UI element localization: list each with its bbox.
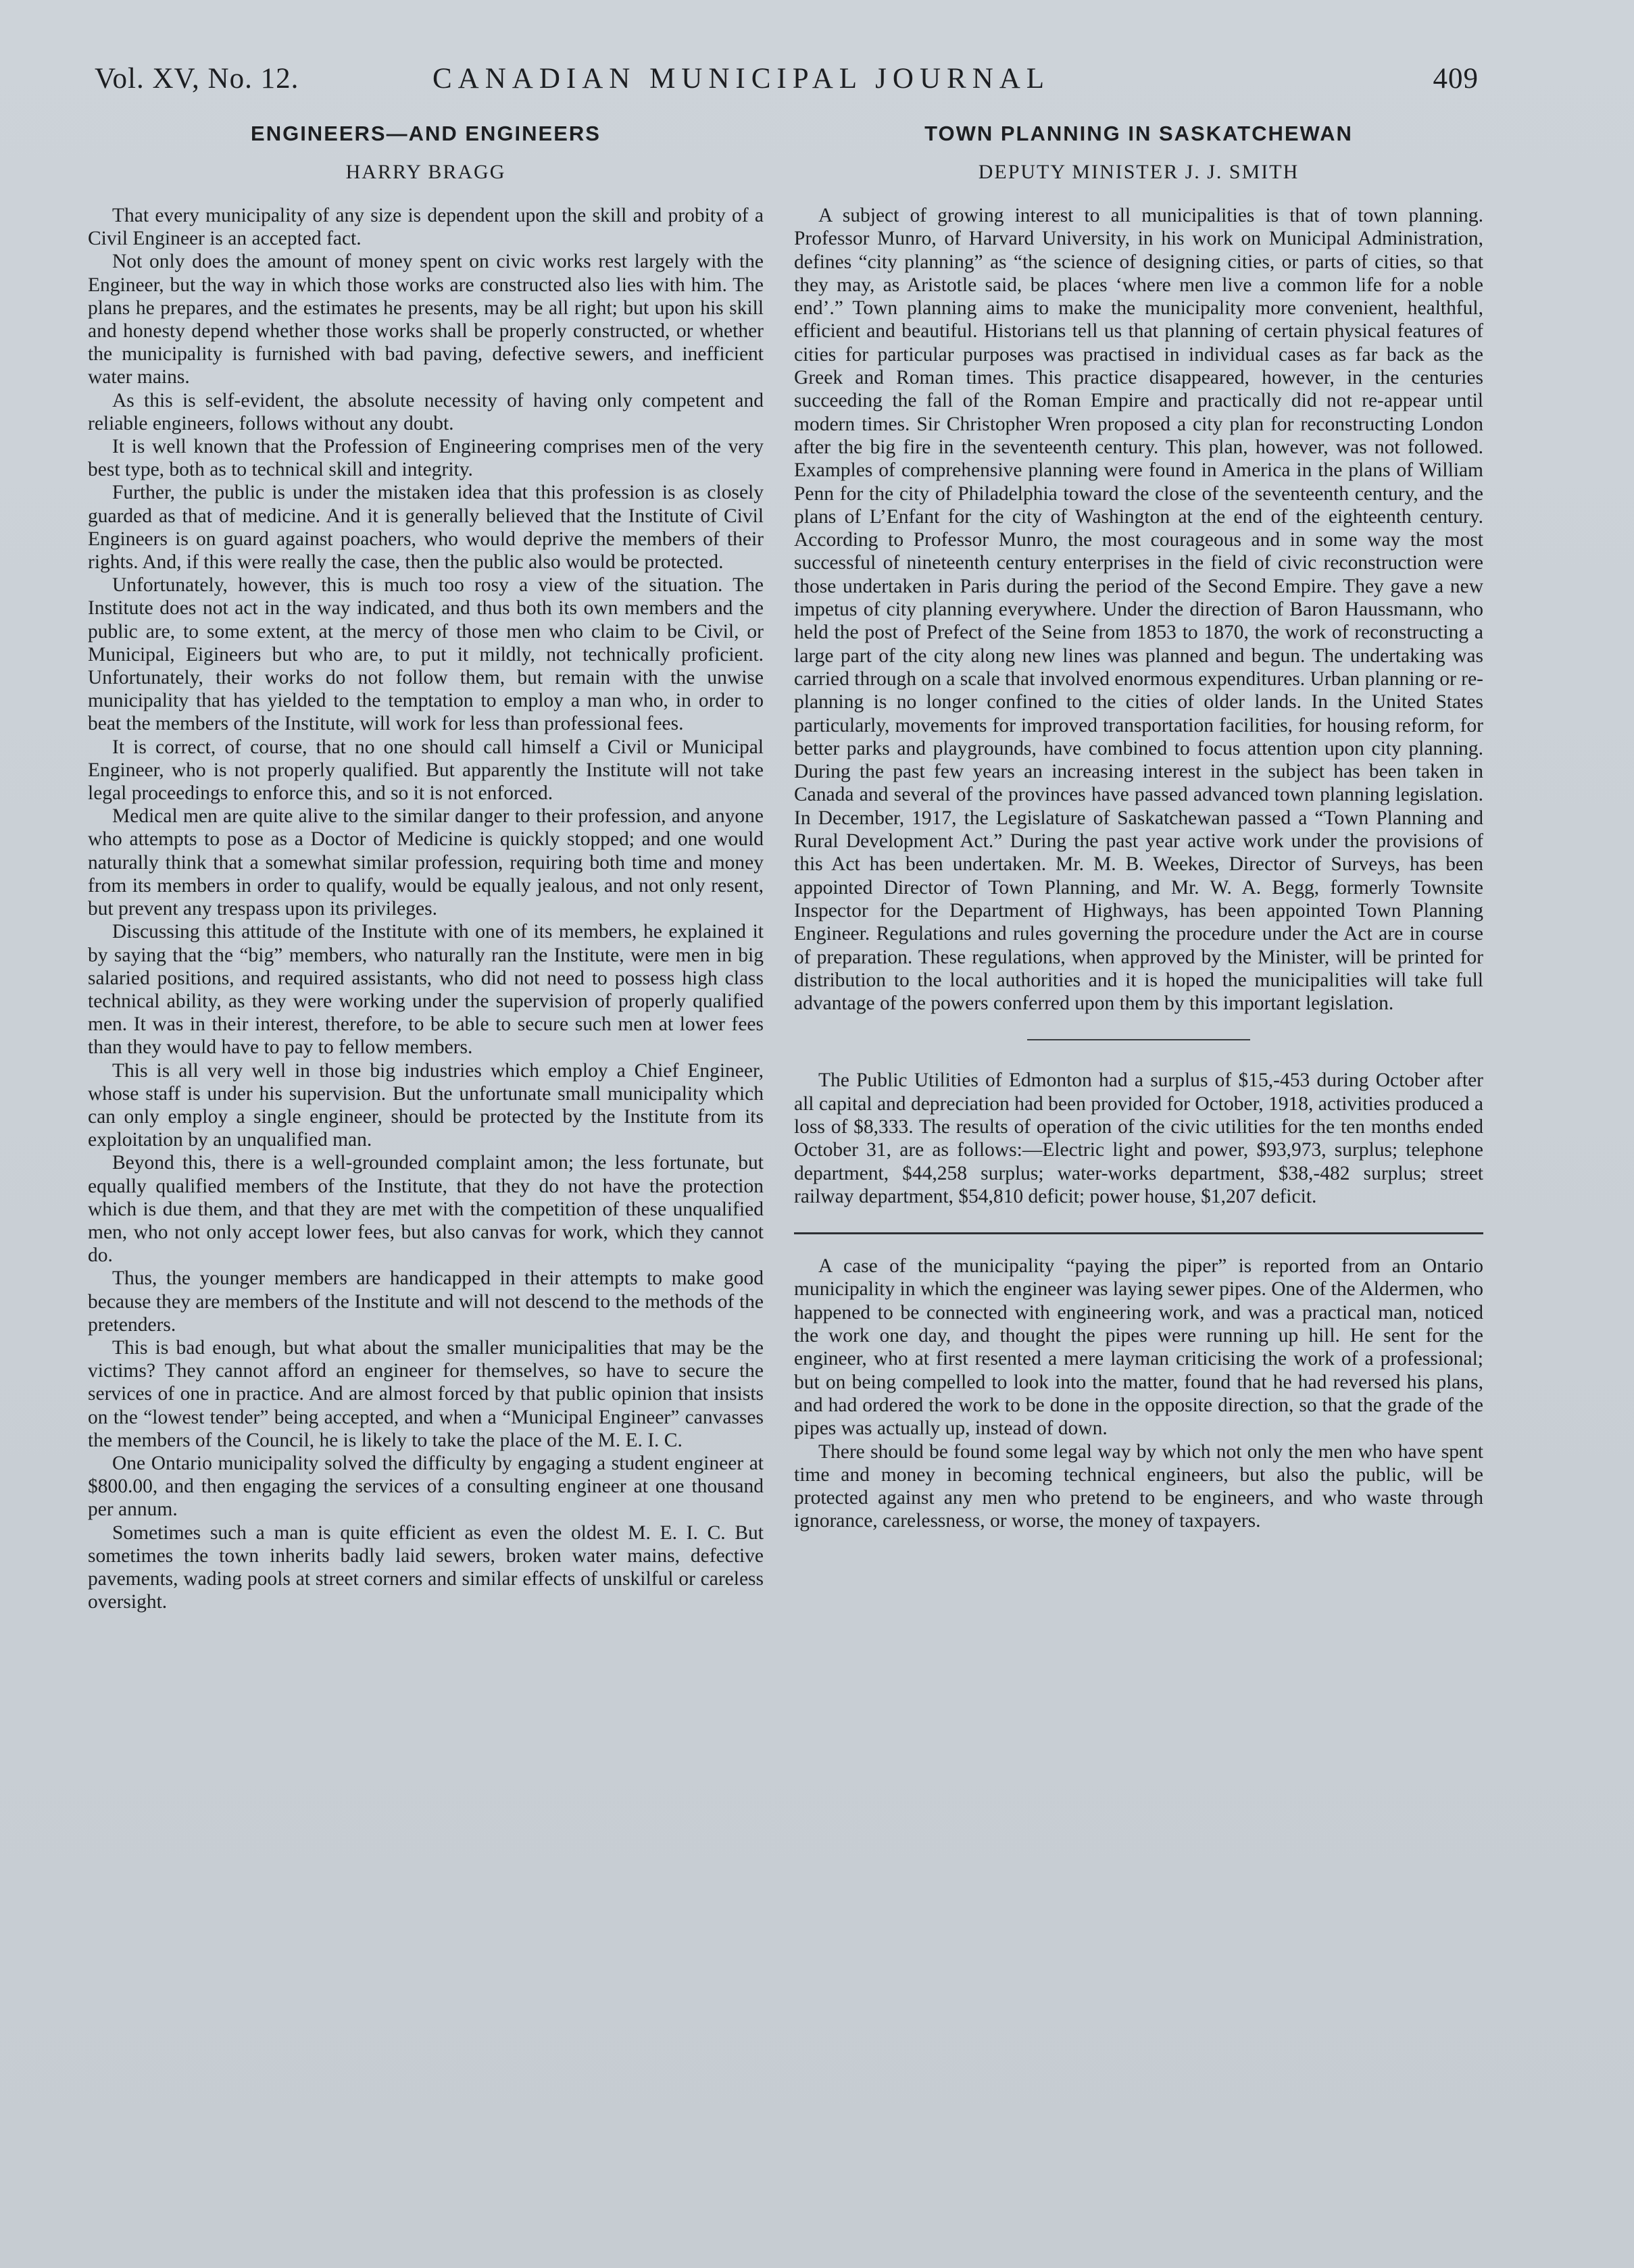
article-paragraph: Discussing this attitude of the Institute with one of its members, he explained it by saying that the “big” members, who naturally ran the Institute, were men in big salaried positions, and required assistants, who did not need to possess high class technical ability, as they were working under the supervision of properly qualified men. It was in their interest, therefore, to be able to secure such men at lower fees than they would have to pay to fellow members. — [88, 921, 764, 1059]
article-paragraph: Beyond this, there is a well-grounded complaint amon; the less fortunate, but equally qualified members of the Institute, that they do not have the protection which is due them, and that they are met with the competition of these unqualified men, who not only accept lower fees, but also canvas for work, which they cannot do. — [88, 1152, 764, 1267]
article-paragraph: Sometimes such a man is quite efficient as even the oldest M. E. I. C. But sometimes the town inherits badly laid sewers, broken water mains, defective pavements, wading pools at street corners and similar effects of unskilful or careless oversight. — [88, 1521, 764, 1613]
edmonton-utilities-note: The Public Utilities of Edmonton had a surplus of $15,-453 during October after all capital and depreciation had been provided for October, 1918, activities produced a loss of $8,333. The results of operation of the civic utilities for the ten months ended October 31, are as follows:—Electric light and power, $93,973, surplus; telephone department, $44,258 surplus; water-works department, $38,-482 surplus; street railway department, $54,810 deficit; power house, $1,207 deficit. — [794, 1069, 1483, 1207]
article-paragraph: Thus, the younger members are handicapped in their attempts to make good because they are members of the Institute and will not descend to the methods of the pretenders. — [88, 1267, 764, 1336]
article-paragraph: This is bad enough, but what about the smaller municipalities that may be the victims? They cannot afford an engineer for themselves, so have to secure the services of one in practice. And are almost forced by that public opinion that insists on the “lowest tender” being accepted, and when a “Municipal Engineer” canvasses the members of the Council, he is likely to take the place of the M. E. I. C. — [88, 1336, 764, 1451]
article-paragraph: That every municipality of any size is dependent upon the skill and probity of a Civil Engineer is an accepted fact. — [88, 205, 764, 250]
article-title-engineers: ENGINEERS—AND ENGINEERS — [251, 122, 601, 145]
article-paragraph: Further, the public is under the mistaken idea that this profession is as closely guarded as that of medicine. And it is generally believed that the Institute of Civil Engineers is on guard against poachers, who would deprive the members of their rights. And, if this were really the case, then the public also would be protected. — [88, 482, 764, 574]
running-head — [95, 62, 1479, 103]
article-title-town-planning: TOWN PLANNING IN SASKATCHEWAN — [924, 122, 1353, 145]
section-divider — [794, 1232, 1483, 1234]
volume-number: Vol. XV, No. 12. — [95, 63, 299, 95]
piper-note-paragraph: A case of the municipality “paying the piper” is reported from an Ontario municipality in which the engineer was laying sewer pipes. One of the Aldermen, who happened to be connected with engineering work, and was a practical man, noticed the work one day, and thought the pipes were running up hill. He sent for the engineer, who at first resented a mere layman criticising the work of a professional; but on being compelled to look into the matter, found that he had reversed his plans, and had ordered the work to be done in the opposite direction, so that the grade of the pipes was actually up, instead of down. — [794, 1255, 1483, 1440]
article-paragraph: Not only does the amount of money spent on civic works rest largely with the Engineer, but the way in which those works are constructed also lies with him. The plans he prepares, and the estimates he presents, may be all right; but upon his skill and honesty depend whether those works shall be properly constructed, or whether the municipality is furnished with bad paving, defective sewers, and inefficient water mains. — [88, 251, 764, 388]
article-paragraph: As this is self-evident, the absolute necessity of having only competent and reliable engineers, follows without any doubt. — [88, 389, 764, 434]
article-paragraph: Medical men are quite alive to the similar danger to their profession, and anyone who attempts to pose as a Doctor of Medicine is quickly stopped; and one would naturally think that a somewhat similar profession, requiring both time and money from its members in order to qualify, would be equally jealous, and not only resent, but prevent any trespass upon its privileges. — [88, 805, 764, 920]
article-paragraph: A subject of growing interest to all municipalities is that of town planning. Professor Munro, of Harvard University, in his work on Municipal Administration, defines “city planning” as “the science of designing cities, or parts of cities, so that they may, as Aristotle said, be places ‘where men live a common life for a noble end’.” Town planning aims to make the municipality more convenient, healthful, efficient and beautiful. Historians tell us that planning of certain physical features of cities for particular purposes was practised in individual cases as far back as the Greek and Roman times. This practice disappeared, however, in the centuries succeeding the fall of the Roman Empire and practically did not re-appear until modern times. Sir Christopher Wren proposed a city plan for reconstructing London after the big fire in the seventeenth century. This plan, however, was not followed. Examples of comprehensive planning were found in America in the plans of William Penn for the city of Philadelphia toward the close of the seventeenth century, and the plans of L’Enfant for the city of Washington at the end of the eighteenth century. According to Professor Munro, the most courageous and in some way the most successful of nineteenth century enterprises in the field of civic reconstruction were those undertaken in Paris during the period of the Second Empire. They gave a new impetus of city planning everywhere. Under the direction of Baron Haussmann, who held the post of Prefect of the Seine from 1853 to 1870, the work of reconstructing a large part of the city along new lines was planned and begun. The undertaking was carried through on a scale that involved enormous expenditures. Urban planning or re-planning is no longer confined to the cities of older lands. In the United States particularly, movements for improved transportation facilities, for housing reform, for better parks and playgrounds, have combined to focus attention upon city planning. During the past few years an increasing interest in the subject has been taken in Canada and several of the provinces have passed advanced town planning legislation. In December, 1917, the Legislature of Saskatchewan passed a “Town Planning and Rural Development Act.” During the past year active work under the provisions of this Act has been undertaken. Mr. M. B. Weekes, Director of Surveys, has been appointed Director of Town Planning, and Mr. W. A. Begg, formerly Townsite Inspector for the Department of Highways, has been appointed Town Planning Engineer. Regulations and rules governing the procedure under the Act are in course of preparation. These regulations, when approved by the Minister, will be printed for distribution to the local authorities and it is hoped the municipalities will take full advantage of the powers conferred upon them by this important legislation. — [794, 205, 1483, 1015]
article-paragraph: This is all very well in those big industries which employ a Chief Engineer, whose staff is under his supervision. But the unfortunate small municipality which can only employ a single engineer, should be protected by the Institute from its exploitation by an unqualified man. — [88, 1059, 764, 1151]
section-divider — [1027, 1039, 1250, 1040]
left-column — [88, 122, 764, 1613]
article-paragraph: It is correct, of course, that no one should call himself a Civil or Municipal Engineer, who is not properly qualified. But apparently the Institute will not take legal proceedings to enforce this, and so it is not enforced. — [88, 736, 764, 805]
article-paragraph: One Ontario municipality solved the difficulty by engaging a student engineer at $800.00, and then engaging the services of a consulting engineer at one thousand per annum. — [88, 1452, 764, 1521]
article-byline-smith: DEPUTY MINISTER J. J. SMITH — [978, 161, 1299, 183]
page-number: 409 — [1433, 63, 1479, 95]
journal-title: CANADIAN MUNICIPAL JOURNAL — [432, 63, 1051, 95]
right-column — [794, 122, 1483, 1533]
piper-note-paragraph: There should be found some legal way by which not only the men who have spent time and money in becoming technical engineers, but also the public, will be protected against any men who pretend to be engineers, and who waste through ignorance, carelessness, or worse, the money of taxpayers. — [794, 1440, 1483, 1532]
article-paragraph: It is well known that the Profession of Engineering comprises men of the very best type, both as to technical skill and integrity. — [88, 436, 764, 481]
article-paragraph: Unfortunately, however, this is much too rosy a view of the situation. The Institute does not act in the way indicated, and thus both its own members and the public are, to some extent, at the mercy of those men who claim to be Civil, or Municipal, Eigineers but who are, to put it mildly, not technically proficient. Unfortunately, their works do not follow them, but remain with the unwise municipality that has yielded to the temptation to employ a man who, in order to beat the members of the Institute, will work for less than professional fees. — [88, 574, 764, 735]
article-byline-bragg: HARRY BRAGG — [345, 161, 506, 183]
